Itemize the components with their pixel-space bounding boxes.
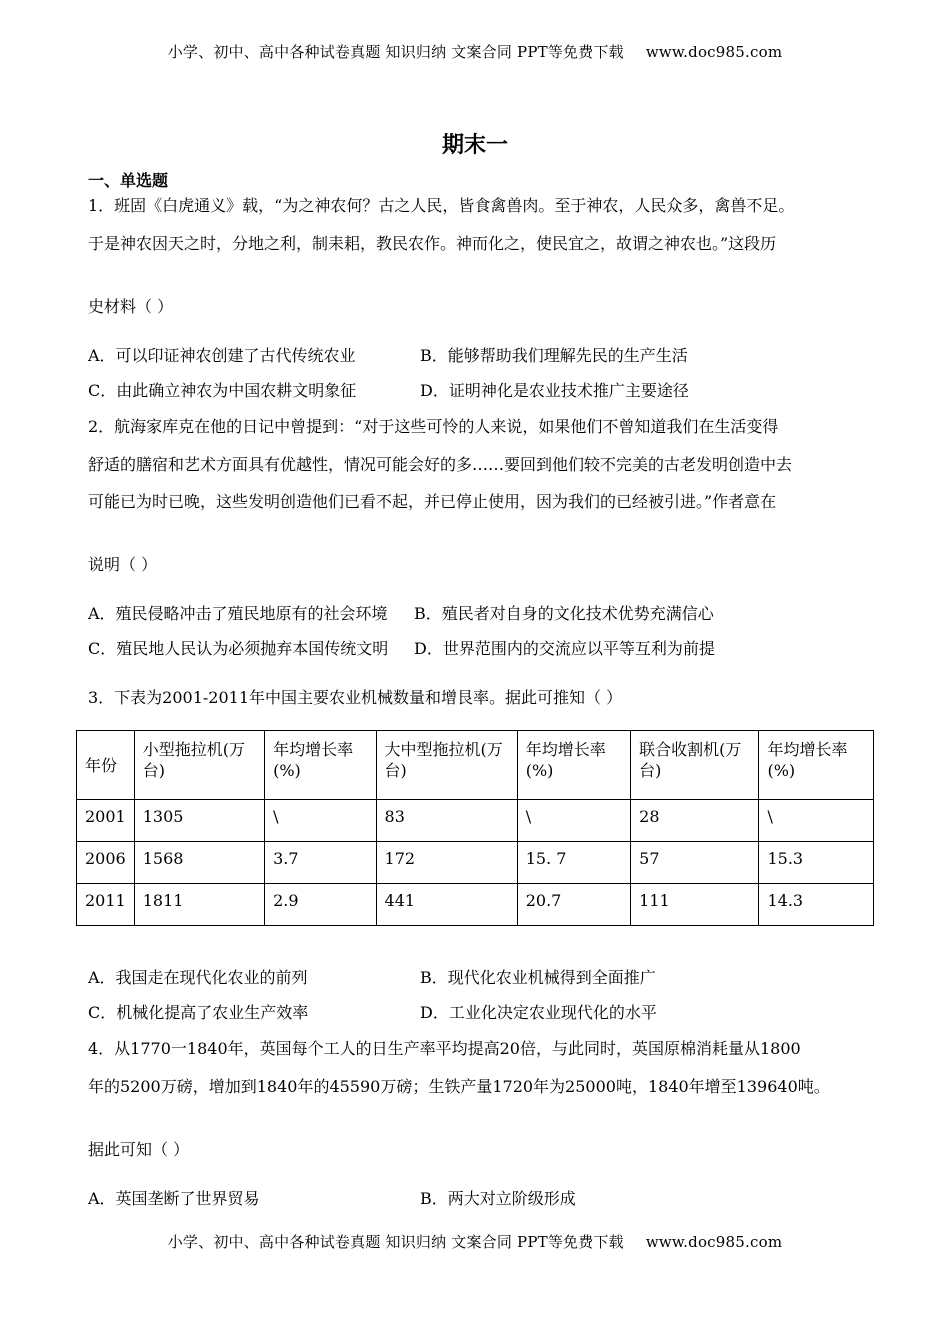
table-header-cell: 年均增长率(%) bbox=[517, 731, 630, 800]
q2-line-2: 舒适的膳宿和艺术方面具有优越性，情况可能会好的多……要回到他们较不完美的古老发明创造中去 bbox=[88, 455, 793, 474]
q2-line-4: 说明（ ） bbox=[88, 555, 158, 574]
table-cell: \ bbox=[759, 800, 874, 842]
machinery-table bbox=[76, 730, 874, 926]
table-cell: \ bbox=[265, 800, 376, 842]
table-cell: 1305 bbox=[134, 800, 264, 842]
table-cell: 172 bbox=[376, 842, 517, 884]
footer-text: 小学、初中、高中各种试卷真题 知识归纳 文案合同 PPT等免费下载 bbox=[167, 1233, 624, 1251]
q4-option-b[interactable]: B．两大对立阶级形成 bbox=[420, 1189, 576, 1208]
section-heading: 一、单选题 bbox=[88, 171, 169, 190]
table-header-cell: 联合收割机(万台) bbox=[631, 731, 759, 800]
q2-option-d[interactable]: D．世界范围内的交流应以平等互利为前提 bbox=[414, 639, 715, 658]
table-cell: \ bbox=[517, 800, 630, 842]
q4-line-2: 年的5200万磅，增加到1840年的45590万磅；生铁产量1720年为25000吨，1840年增至139640吨。 bbox=[88, 1077, 830, 1096]
table-row bbox=[77, 842, 874, 884]
table-cell: 2006 bbox=[77, 842, 135, 884]
table-cell: 2011 bbox=[77, 884, 135, 926]
table-cell: 441 bbox=[376, 884, 517, 926]
q3-option-b[interactable]: B．现代化农业机械得到全面推广 bbox=[420, 968, 656, 987]
q1-option-c[interactable]: C．由此确立神农为中国农耕文明象征 bbox=[88, 381, 357, 400]
table-header-cell: 年均增长率(%) bbox=[759, 731, 874, 800]
table-cell: 2.9 bbox=[265, 884, 376, 926]
q1-option-b[interactable]: B．能够帮助我们理解先民的生产生活 bbox=[420, 346, 688, 365]
q1-line-1: 1．班固《白虎通义》载，“为之神农何？古之人民，皆食禽兽肉。至于神农，人民众多，禽兽不足。 bbox=[88, 196, 795, 215]
table-cell: 57 bbox=[631, 842, 759, 884]
table-header-cell: 年均增长率(%) bbox=[265, 731, 376, 800]
table-row bbox=[77, 800, 874, 842]
page-footer bbox=[0, 1231, 950, 1252]
header-text: 小学、初中、高中各种试卷真题 知识归纳 文案合同 PPT等免费下载 bbox=[167, 43, 624, 61]
table-header-cell: 小型拖拉机(万台) bbox=[134, 731, 264, 800]
table-cell: 1811 bbox=[134, 884, 264, 926]
q3-option-d[interactable]: D．工业化决定农业现代化的水平 bbox=[420, 1003, 657, 1022]
header-site[interactable]: www.doc985.com bbox=[645, 43, 783, 61]
q2-line-3: 可能已为时已晚，这些发明创造他们已看不起，并已停止使用，因为我们的已经被引进。”作者意在 bbox=[88, 492, 777, 511]
q4-line-1: 4．从1770一1840年，英国每个工人的日生产率平均提高20倍，与此同时，英国原棉消耗量从1800 bbox=[88, 1039, 801, 1058]
table-cell: 111 bbox=[631, 884, 759, 926]
q2-option-c[interactable]: C．殖民地人民认为必须抛弃本国传统文明 bbox=[88, 639, 389, 658]
table-header-row bbox=[77, 731, 874, 800]
table-header-cell: 年份 bbox=[77, 731, 135, 800]
q2-line-1: 2．航海家库克在他的日记中曾提到：“对于这些可怜的人来说，如果他们不曾知道我们在生活变得 bbox=[88, 417, 779, 436]
table-cell: 15.3 bbox=[759, 842, 874, 884]
table-cell: 28 bbox=[631, 800, 759, 842]
q1-option-a[interactable]: A．可以印证神农创建了古代传统农业 bbox=[88, 346, 356, 365]
q2-option-b[interactable]: B．殖民者对自身的文化技术优势充满信心 bbox=[414, 604, 714, 623]
table-cell: 2001 bbox=[77, 800, 135, 842]
table-cell: 20.7 bbox=[517, 884, 630, 926]
table-cell: 14.3 bbox=[759, 884, 874, 926]
table-cell: 83 bbox=[376, 800, 517, 842]
q3-stem: 3．下表为2001-2011年中国主要农业机械数量和增艮率。据此可推知（ ） bbox=[88, 688, 623, 707]
q2-option-a[interactable]: A．殖民侵略冲击了殖民地原有的社会环境 bbox=[88, 604, 388, 623]
q1-line-3: 史材料（ ） bbox=[88, 297, 174, 316]
q3-option-c[interactable]: C．机械化提高了农业生产效率 bbox=[88, 1003, 309, 1022]
footer-site[interactable]: www.doc985.com bbox=[645, 1233, 783, 1251]
table-cell: 15. 7 bbox=[517, 842, 630, 884]
q4-option-a[interactable]: A．英国垄断了世界贸易 bbox=[88, 1189, 260, 1208]
q4-line-3: 据此可知（ ） bbox=[88, 1140, 190, 1159]
page-header bbox=[0, 41, 950, 62]
table-cell: 3.7 bbox=[265, 842, 376, 884]
q1-line-2: 于是神农因天之时，分地之利，制耒耜，教民农作。神而化之，使民宜之，故谓之神农也。”这段历 bbox=[88, 234, 777, 253]
table-header-cell: 大中型拖拉机(万台) bbox=[376, 731, 517, 800]
page-title: 期末一 bbox=[441, 133, 508, 158]
q1-option-d[interactable]: D．证明神化是农业技术推广主要途径 bbox=[420, 381, 689, 400]
table-cell: 1568 bbox=[134, 842, 264, 884]
table-row bbox=[77, 884, 874, 926]
q3-option-a[interactable]: A．我国走在现代化农业的前列 bbox=[88, 968, 308, 987]
